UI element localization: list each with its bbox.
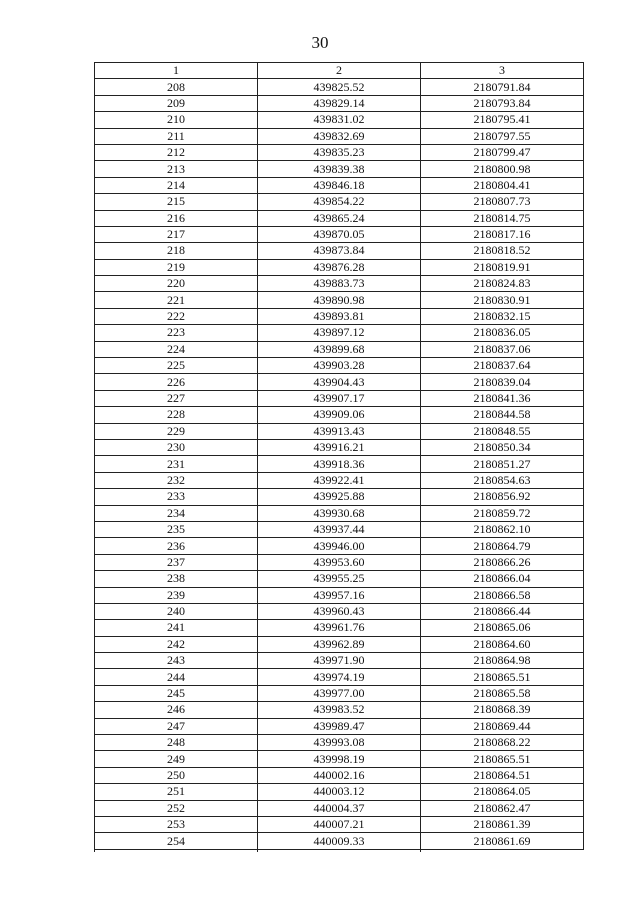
point-number-cell: 230 xyxy=(95,439,258,455)
y-coordinate-cell: 2180864.98 xyxy=(421,653,584,669)
x-coordinate-cell: 439993.08 xyxy=(258,735,421,751)
table-body xyxy=(95,79,584,849)
point-number-cell: 226 xyxy=(95,374,258,390)
point-number-cell: 239 xyxy=(95,587,258,603)
point-number-cell: 253 xyxy=(95,816,258,832)
table-row xyxy=(95,472,584,488)
point-number-cell: 233 xyxy=(95,489,258,505)
y-coordinate-cell: 2180836.05 xyxy=(421,325,584,341)
point-number-cell: 236 xyxy=(95,538,258,554)
table-row xyxy=(95,587,584,603)
x-coordinate-cell: 439876.28 xyxy=(258,259,421,275)
point-number-cell: 229 xyxy=(95,423,258,439)
y-coordinate-cell: 2180865.58 xyxy=(421,685,584,701)
table-row xyxy=(95,79,584,95)
point-number-cell: 214 xyxy=(95,177,258,193)
y-coordinate-cell: 2180864.79 xyxy=(421,538,584,554)
x-coordinate-cell: 439897.12 xyxy=(258,325,421,341)
y-coordinate-cell: 2180866.58 xyxy=(421,587,584,603)
point-number-cell: 218 xyxy=(95,243,258,259)
table-row xyxy=(95,816,584,832)
column-header-1: 1 xyxy=(95,63,258,79)
table-row xyxy=(95,685,584,701)
point-number-cell: 245 xyxy=(95,685,258,701)
y-coordinate-cell: 2180848.55 xyxy=(421,423,584,439)
table-row xyxy=(95,751,584,767)
y-coordinate-cell: 2180817.16 xyxy=(421,226,584,242)
point-number-cell: 240 xyxy=(95,603,258,619)
point-number-cell: 208 xyxy=(95,79,258,95)
y-coordinate-cell: 2180861.69 xyxy=(421,833,584,849)
y-coordinate-cell: 2180865.06 xyxy=(421,620,584,636)
table-row xyxy=(95,292,584,308)
point-number-cell: 250 xyxy=(95,767,258,783)
x-coordinate-cell: 439989.47 xyxy=(258,718,421,734)
x-coordinate-cell: 439946.00 xyxy=(258,538,421,554)
x-coordinate-cell: 439909.06 xyxy=(258,407,421,423)
x-coordinate-cell: 440009.33 xyxy=(258,833,421,849)
point-number-cell: 248 xyxy=(95,735,258,751)
table-row xyxy=(95,226,584,242)
y-coordinate-cell: 2180819.91 xyxy=(421,259,584,275)
table-row xyxy=(95,177,584,193)
y-coordinate-cell: 2180861.39 xyxy=(421,816,584,832)
point-number-cell: 244 xyxy=(95,669,258,685)
x-coordinate-cell: 439839.38 xyxy=(258,161,421,177)
table-row xyxy=(95,439,584,455)
y-coordinate-cell: 2180797.55 xyxy=(421,128,584,144)
y-coordinate-cell: 2180864.60 xyxy=(421,636,584,652)
x-coordinate-cell: 439925.88 xyxy=(258,489,421,505)
table-row xyxy=(95,358,584,374)
x-coordinate-cell: 439893.81 xyxy=(258,308,421,324)
point-number-cell: 254 xyxy=(95,833,258,849)
table-row xyxy=(95,505,584,521)
table-row xyxy=(95,620,584,636)
point-number-cell: 222 xyxy=(95,308,258,324)
x-coordinate-cell: 440004.37 xyxy=(258,800,421,816)
table-row xyxy=(95,735,584,751)
point-number-cell: 215 xyxy=(95,194,258,210)
point-number-cell: 219 xyxy=(95,259,258,275)
y-coordinate-cell: 2180830.91 xyxy=(421,292,584,308)
table-row xyxy=(95,767,584,783)
table-tail-line-middle xyxy=(257,846,258,852)
table-row xyxy=(95,718,584,734)
x-coordinate-cell: 439922.41 xyxy=(258,472,421,488)
x-coordinate-cell: 439883.73 xyxy=(258,276,421,292)
point-number-cell: 234 xyxy=(95,505,258,521)
point-number-cell: 221 xyxy=(95,292,258,308)
table-row xyxy=(95,325,584,341)
coordinates-table xyxy=(94,62,584,850)
x-coordinate-cell: 439937.44 xyxy=(258,521,421,537)
x-coordinate-cell: 439955.25 xyxy=(258,571,421,587)
y-coordinate-cell: 2180814.75 xyxy=(421,210,584,226)
point-number-cell: 251 xyxy=(95,784,258,800)
table-row xyxy=(95,669,584,685)
y-coordinate-cell: 2180800.98 xyxy=(421,161,584,177)
y-coordinate-cell: 2180851.27 xyxy=(421,456,584,472)
y-coordinate-cell: 2180799.47 xyxy=(421,144,584,160)
x-coordinate-cell: 439983.52 xyxy=(258,702,421,718)
point-number-cell: 228 xyxy=(95,407,258,423)
column-header-3: 3 xyxy=(421,63,584,79)
point-number-cell: 231 xyxy=(95,456,258,472)
y-coordinate-cell: 2180868.22 xyxy=(421,735,584,751)
y-coordinate-cell: 2180837.64 xyxy=(421,358,584,374)
y-coordinate-cell: 2180856.92 xyxy=(421,489,584,505)
x-coordinate-cell: 440007.21 xyxy=(258,816,421,832)
table-row xyxy=(95,276,584,292)
point-number-cell: 217 xyxy=(95,226,258,242)
table-row xyxy=(95,194,584,210)
point-number-cell: 210 xyxy=(95,112,258,128)
table-row xyxy=(95,784,584,800)
table-row xyxy=(95,95,584,111)
table-row xyxy=(95,423,584,439)
table-header-row xyxy=(95,63,584,79)
table-row xyxy=(95,161,584,177)
y-coordinate-cell: 2180865.51 xyxy=(421,751,584,767)
x-coordinate-cell: 439904.43 xyxy=(258,374,421,390)
table-row xyxy=(95,210,584,226)
table-row xyxy=(95,636,584,652)
x-coordinate-cell: 439916.21 xyxy=(258,439,421,455)
y-coordinate-cell: 2180850.34 xyxy=(421,439,584,455)
page-number: 30 xyxy=(311,33,329,52)
y-coordinate-cell: 2180841.36 xyxy=(421,390,584,406)
point-number-cell: 212 xyxy=(95,144,258,160)
point-number-cell: 223 xyxy=(95,325,258,341)
x-coordinate-cell: 440002.16 xyxy=(258,767,421,783)
y-coordinate-cell: 2180864.05 xyxy=(421,784,584,800)
x-coordinate-cell: 439899.68 xyxy=(258,341,421,357)
table-tail-line-left xyxy=(94,846,95,852)
y-coordinate-cell: 2180862.47 xyxy=(421,800,584,816)
table-row xyxy=(95,521,584,537)
y-coordinate-cell: 2180854.63 xyxy=(421,472,584,488)
table-row xyxy=(95,259,584,275)
x-coordinate-cell: 439971.90 xyxy=(258,653,421,669)
x-coordinate-cell: 439957.16 xyxy=(258,587,421,603)
table-row xyxy=(95,833,584,849)
x-coordinate-cell: 439930.68 xyxy=(258,505,421,521)
table-row xyxy=(95,702,584,718)
y-coordinate-cell: 2180865.51 xyxy=(421,669,584,685)
column-header-2: 2 xyxy=(258,63,421,79)
table-row xyxy=(95,489,584,505)
x-coordinate-cell: 439825.52 xyxy=(258,79,421,95)
table-row xyxy=(95,800,584,816)
y-coordinate-cell: 2180818.52 xyxy=(421,243,584,259)
point-number-cell: 247 xyxy=(95,718,258,734)
x-coordinate-cell: 439829.14 xyxy=(258,95,421,111)
point-number-cell: 209 xyxy=(95,95,258,111)
point-number-cell: 227 xyxy=(95,390,258,406)
y-coordinate-cell: 2180824.83 xyxy=(421,276,584,292)
y-coordinate-cell: 2180859.72 xyxy=(421,505,584,521)
x-coordinate-cell: 439953.60 xyxy=(258,554,421,570)
x-coordinate-cell: 439832.69 xyxy=(258,128,421,144)
x-coordinate-cell: 439974.19 xyxy=(258,669,421,685)
x-coordinate-cell: 439962.89 xyxy=(258,636,421,652)
table-row xyxy=(95,571,584,587)
x-coordinate-cell: 439854.22 xyxy=(258,194,421,210)
x-coordinate-cell: 439961.76 xyxy=(258,620,421,636)
y-coordinate-cell: 2180837.06 xyxy=(421,341,584,357)
x-coordinate-cell: 439873.84 xyxy=(258,243,421,259)
point-number-cell: 246 xyxy=(95,702,258,718)
x-coordinate-cell: 439865.24 xyxy=(258,210,421,226)
x-coordinate-cell: 439918.36 xyxy=(258,456,421,472)
y-coordinate-cell: 2180869.44 xyxy=(421,718,584,734)
point-number-cell: 243 xyxy=(95,653,258,669)
point-number-cell: 249 xyxy=(95,751,258,767)
point-number-cell: 235 xyxy=(95,521,258,537)
y-coordinate-cell: 2180807.73 xyxy=(421,194,584,210)
table-tail-line-right xyxy=(420,846,421,852)
table-row xyxy=(95,144,584,160)
y-coordinate-cell: 2180844.58 xyxy=(421,407,584,423)
table-row xyxy=(95,112,584,128)
y-coordinate-cell: 2180862.10 xyxy=(421,521,584,537)
y-coordinate-cell: 2180839.04 xyxy=(421,374,584,390)
table-row xyxy=(95,243,584,259)
x-coordinate-cell: 439846.18 xyxy=(258,177,421,193)
x-coordinate-cell: 439907.17 xyxy=(258,390,421,406)
table-row xyxy=(95,341,584,357)
x-coordinate-cell: 439913.43 xyxy=(258,423,421,439)
y-coordinate-cell: 2180791.84 xyxy=(421,79,584,95)
point-number-cell: 225 xyxy=(95,358,258,374)
x-coordinate-cell: 440003.12 xyxy=(258,784,421,800)
x-coordinate-cell: 439960.43 xyxy=(258,603,421,619)
x-coordinate-cell: 439998.19 xyxy=(258,751,421,767)
point-number-cell: 213 xyxy=(95,161,258,177)
point-number-cell: 211 xyxy=(95,128,258,144)
y-coordinate-cell: 2180804.41 xyxy=(421,177,584,193)
y-coordinate-cell: 2180866.44 xyxy=(421,603,584,619)
y-coordinate-cell: 2180868.39 xyxy=(421,702,584,718)
point-number-cell: 237 xyxy=(95,554,258,570)
x-coordinate-cell: 439890.98 xyxy=(258,292,421,308)
table-row xyxy=(95,554,584,570)
x-coordinate-cell: 439977.00 xyxy=(258,685,421,701)
point-number-cell: 238 xyxy=(95,571,258,587)
table-row xyxy=(95,653,584,669)
point-number-cell: 252 xyxy=(95,800,258,816)
table-row xyxy=(95,390,584,406)
table-row xyxy=(95,128,584,144)
x-coordinate-cell: 439835.23 xyxy=(258,144,421,160)
y-coordinate-cell: 2180793.84 xyxy=(421,95,584,111)
y-coordinate-cell: 2180866.26 xyxy=(421,554,584,570)
x-coordinate-cell: 439870.05 xyxy=(258,226,421,242)
y-coordinate-cell: 2180795.41 xyxy=(421,112,584,128)
point-number-cell: 242 xyxy=(95,636,258,652)
table-row xyxy=(95,456,584,472)
table-row xyxy=(95,374,584,390)
point-number-cell: 220 xyxy=(95,276,258,292)
point-number-cell: 232 xyxy=(95,472,258,488)
table-row xyxy=(95,603,584,619)
y-coordinate-cell: 2180832.15 xyxy=(421,308,584,324)
table-row xyxy=(95,308,584,324)
table-row xyxy=(95,538,584,554)
y-coordinate-cell: 2180866.04 xyxy=(421,571,584,587)
x-coordinate-cell: 439903.28 xyxy=(258,358,421,374)
point-number-cell: 241 xyxy=(95,620,258,636)
table-row xyxy=(95,407,584,423)
point-number-cell: 224 xyxy=(95,341,258,357)
y-coordinate-cell: 2180864.51 xyxy=(421,767,584,783)
point-number-cell: 216 xyxy=(95,210,258,226)
x-coordinate-cell: 439831.02 xyxy=(258,112,421,128)
